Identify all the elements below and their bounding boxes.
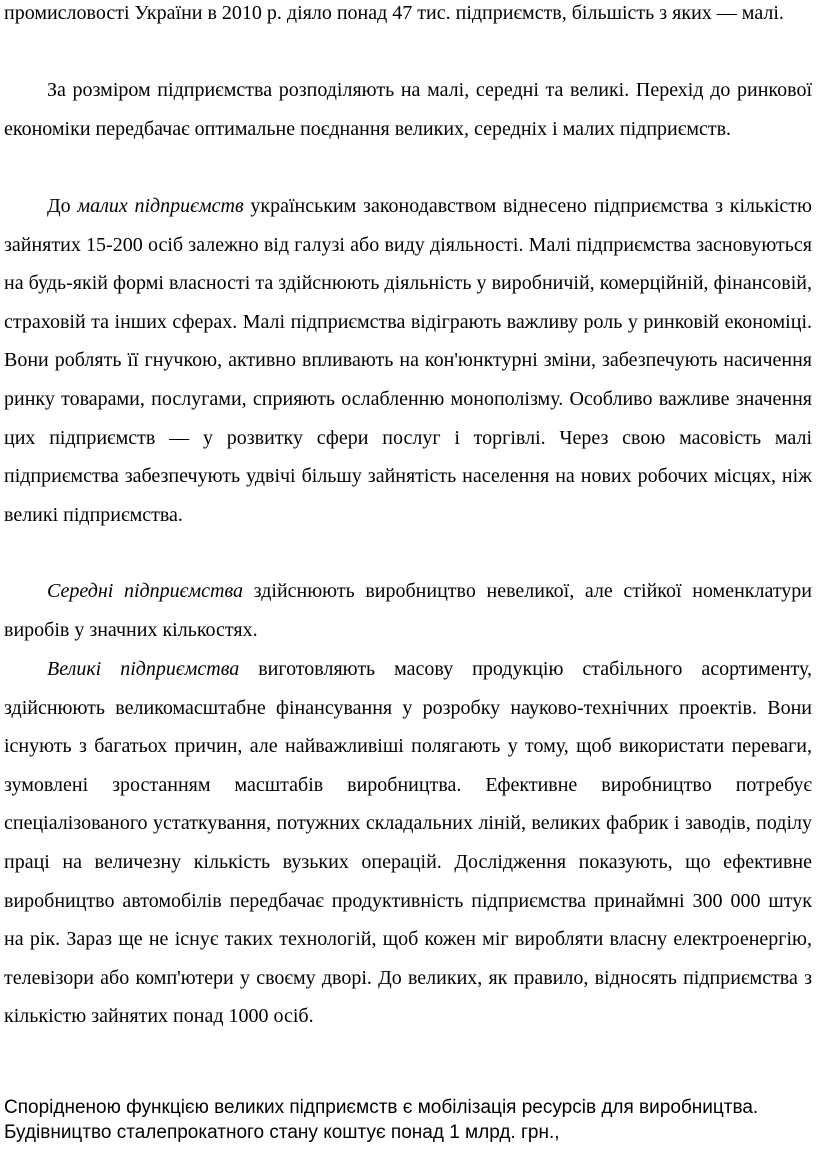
paragraph-5 [4,650,812,1036]
paragraph-3 [4,187,812,534]
paragraph-6: Спорідненою функцією великих підприємств є мобілізація ресурсів для виробництва. Будівництво сталепрокатного стану коштує понад 1 млрд. грн., [4,1097,759,1143]
paragraph-1: промисловості України в 2010 р. діяло понад 47 тис. підприємств, більшість з яких — малі. [4,2,784,24]
paragraph-2: За розміром підприємства розподіляють на малі, середні та великі. Перехід до ринкової економіки передбачає оптимальне поєднання великих, середніх і малих підприємств. [4,79,812,140]
paragraph-3-lead: До [47,195,78,217]
paragraph-5-text: виготовляють масову продукцію стабільного асортименту, здійснюють великомасштабне фінансування у розробку науково-технічних проектів. Вони існують з багатьох причин, але найважливіші полягають у тому, щоб використати переваги, зумовлені зростанням масштабів виробництва. Ефективне виробництво потребує спеціалізованого устаткування, потужних складальних ліній, великих фабрик і заводів, поділу праці на величезну кількість вузьких операцій. Дослідження показують, що ефективне виробництво автомобілів передбачає продуктивність підприємства принаймні 300 000 штук на рік. Зараз ще не існує таких технологій, щоб кожен міг виробляти власну електроенергію, телевізори або комп'ютери у своєму дворі. До великих, як правило, відносять підприємства з кількістю зайнятих понад 1000 осіб. [4,658,812,1028]
term-large-enterprises: Великі підприємства [47,658,240,680]
term-small-enterprises: малих підприємств [77,195,244,217]
paragraph-4-text: здійснюють виробництво невеликої, але стійкої номенклатури виробів у значних кількостях. [4,580,813,641]
term-medium-enterprises: Середні підприємства [47,580,244,602]
paragraph-3-text: українським законодавством віднесено підприємства з кількістю зайнятих 15-200 осіб залежно від галузі або виду діяльності. Малі підприємства засновуються на будь-якій формі власності та здійснюють діяльність у виробничій, комерційній, фінансовій, страховій та інших сферах. Малі підприємства відіграють важливу роль у ринковій економіці. Вони роблять її гнучкою, активно впливають на кон'юнктурні зміни, забезпечують насичення ринку товарами, послугами, сприяють ослабленню монополізму. Особливо важливе значення цих підприємств — у розвитку сфери послуг і торгівлі. Через свою масовість малі підприємства забезпечують удвічі більшу зайнятість населення на нових робочих місцях, ніж великі підприємства. [4,195,812,526]
paragraph-4 [4,572,812,649]
